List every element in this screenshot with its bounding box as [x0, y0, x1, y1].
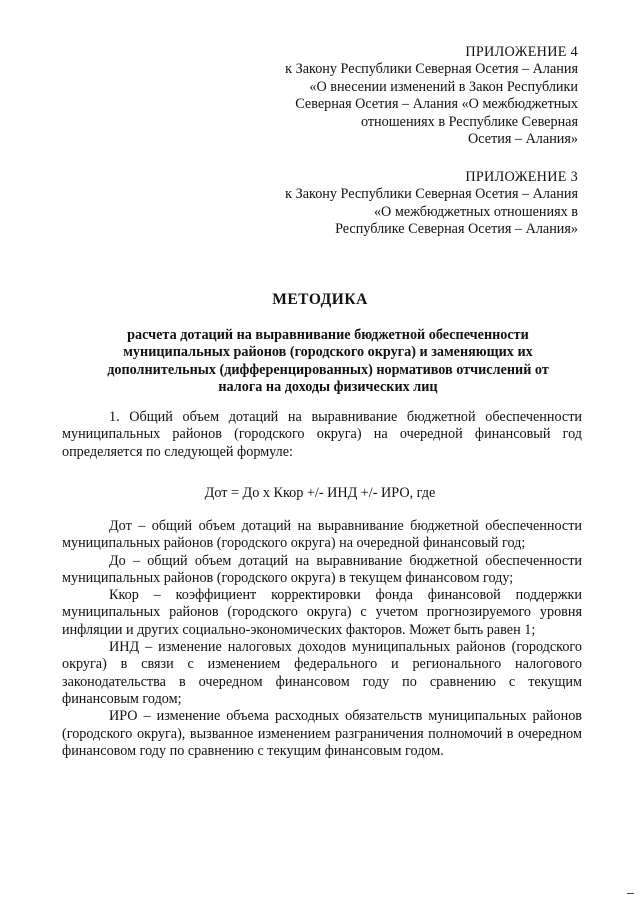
appendix-4-block — [285, 44, 578, 148]
definitions-list — [62, 518, 582, 760]
appendix-4-line: Осетия – Алания» — [468, 131, 578, 148]
appendix-4-line: к Закону Республики Северная Осетия – Алания — [285, 61, 578, 78]
definition-item: Ккор – коэффициент корректировки фонда финансовой поддержки муниципальных районов (городского округа) с учетом прогнозируемого уровня инфляции и других социально-экономических факторов. Может быть равен 1; — [62, 587, 582, 638]
appendix-3-block — [285, 169, 578, 239]
definition-item: До – общий объем дотаций на выравнивание бюджетной обеспеченности муниципальных районов (городского округа) в текущем финансовом году; — [62, 552, 582, 586]
appendix-3-line: Республике Северная Осетия – Алания» — [335, 221, 578, 238]
appendix-4-line: отношениях в Республике Северная — [360, 113, 578, 130]
intro-paragraph: 1. Общий объем дотаций на выравнивание бюджетной обеспеченности муниципальных районов (городского округа) на очередной финансовый год определяется по следующей формуле: — [62, 409, 582, 460]
intro-paragraph-block — [62, 409, 582, 461]
page-edge-mark — [627, 893, 634, 894]
definition-item: ИНД – изменение налоговых доходов муниципальных районов (городского округа) в связи с изменением федерального и регионального налогового законодательства в очередном финансовом году по сравнению с текущим финансовым годом; — [62, 639, 582, 707]
definition-item: Дот – общий объем дотаций на выравнивание бюджетной обеспеченности муниципальных районов (городского округа) на очередной финансовый год; — [62, 518, 582, 552]
appendix-4-line: Северная Осетия – Алания «О межбюджетных — [295, 96, 578, 113]
appendix-4-line: «О внесении изменений в Закон Республики — [309, 78, 578, 95]
appendix-3-line: к Закону Республики Северная Осетия – Алания — [285, 186, 578, 203]
document-subtitle: расчета дотаций на выравнивание бюджетной обеспеченности муниципальных районов (городского округа) и заменяющих их дополнительных (дифференцированных) нормативов отчислений от налога на доходы физических лиц — [107, 327, 549, 395]
appendix-3-line: «О межбюджетных отношениях в — [373, 203, 578, 220]
document-title: МЕТОДИКА — [272, 291, 368, 308]
appendix-3-heading: ПРИЛОЖЕНИЕ 3 — [465, 169, 578, 185]
formula: Дот = До х Ккор +/- ИНД +/- ИРО, где — [204, 485, 436, 501]
appendix-4-heading: ПРИЛОЖЕНИЕ 4 — [465, 44, 578, 60]
definition-item: ИРО – изменение объема расходных обязательств муниципальных районов (городского округа), вызванное изменением разграничения полномочий в очередном финансовом году по сравнению с текущим финансовым годом. — [62, 708, 582, 759]
